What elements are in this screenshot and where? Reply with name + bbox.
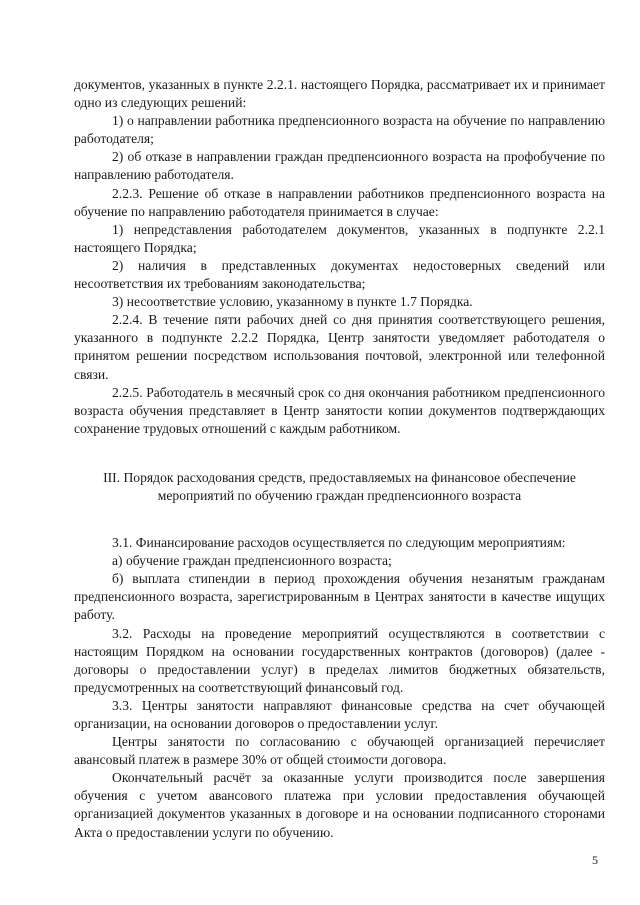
paragraph: документов, указанных в пункте 2.2.1. настоящего Порядка, рассматривает их и принимает одно из следующих решений: bbox=[74, 77, 605, 111]
document-body bbox=[74, 76, 605, 842]
paragraph: 2.2.3. Решение об отказе в направлении работников предпенсионного возраста на обучение по направлению работодателя принимается в случае: bbox=[74, 185, 605, 219]
paragraph: 2) об отказе в направлении граждан предпенсионного возраста на профобучение по направлению работодателя. bbox=[74, 149, 605, 183]
page-number: 5 bbox=[592, 853, 598, 867]
paragraph: 3.1. Финансирование расходов осуществляется по следующим мероприятиям: bbox=[112, 535, 566, 551]
paragraph: 1) о направлении работника предпенсионного возраста на обучение по направлению работодателя; bbox=[74, 113, 605, 147]
paragraph: Центры занятости по согласованию с обучающей организацией перечисляет авансовый платеж в размере 30% от общей стоимости договора. bbox=[74, 734, 605, 768]
paragraph: 3.2. Расходы на проведение мероприятий осуществляются в соответствии с настоящим Порядком на основании государственных контрактов (договоров) (далее - договоры о предоставлении услуг) в пределах лимитов бюджетных обязательств, предусмотренных на соответствующий финансовый год. bbox=[74, 625, 605, 695]
paragraph: а) обучение граждан предпенсионного возраста; bbox=[112, 553, 392, 569]
paragraph: 2.2.4. В течение пяти рабочих дней со дня принятия соответствующего решения, указанного в подпункте 2.2.2 Порядка, Центр занятости уведомляет работодателя о принятом решении посредством использования почтовой, электронной или телефонной связи. bbox=[74, 312, 605, 382]
paragraph: 2) наличия в представленных документах недостоверных сведений или несоответствия их требованиям законодательства; bbox=[74, 257, 605, 292]
section-heading: III. Порядок расходования средств, предоставляемых на финансовое обеспечение мероприятий по обучению граждан предпенсионного возраста bbox=[103, 469, 576, 503]
paragraph: 2.2.5. Работодатель в месячный срок со дня окончания работником предпенсионного возраста обучения представляет в Центр занятости копии документов подтверждающих сохранение трудовых отношений с каждым работником. bbox=[74, 384, 605, 436]
paragraph: б) выплата стипендии в период прохождения обучения незанятым гражданам предпенсионного возраста, зарегистрированным в Центрах занятости в качестве ищущих работу. bbox=[74, 571, 605, 623]
paragraph: Окончательный расчёт за оказанные услуги производится после завершения обучения с учетом авансового платежа при условии предоставления обучающей организацией документов указанных в договоре и на основании подписанного сторонами Акта о предоставлении услуги по обучению. bbox=[74, 770, 605, 840]
paragraph: 3.3. Центры занятости направляют финансовые средства на счет обучающей организации, на основании договоров о предоставлении услуг. bbox=[74, 697, 605, 731]
paragraph: 3) несоответствие условию, указанному в пункте 1.7 Порядка. bbox=[112, 294, 473, 310]
paragraph: 1) непредставления работодателем документов, указанных в подпункте 2.2.1 настоящего Порядка; bbox=[74, 221, 605, 255]
